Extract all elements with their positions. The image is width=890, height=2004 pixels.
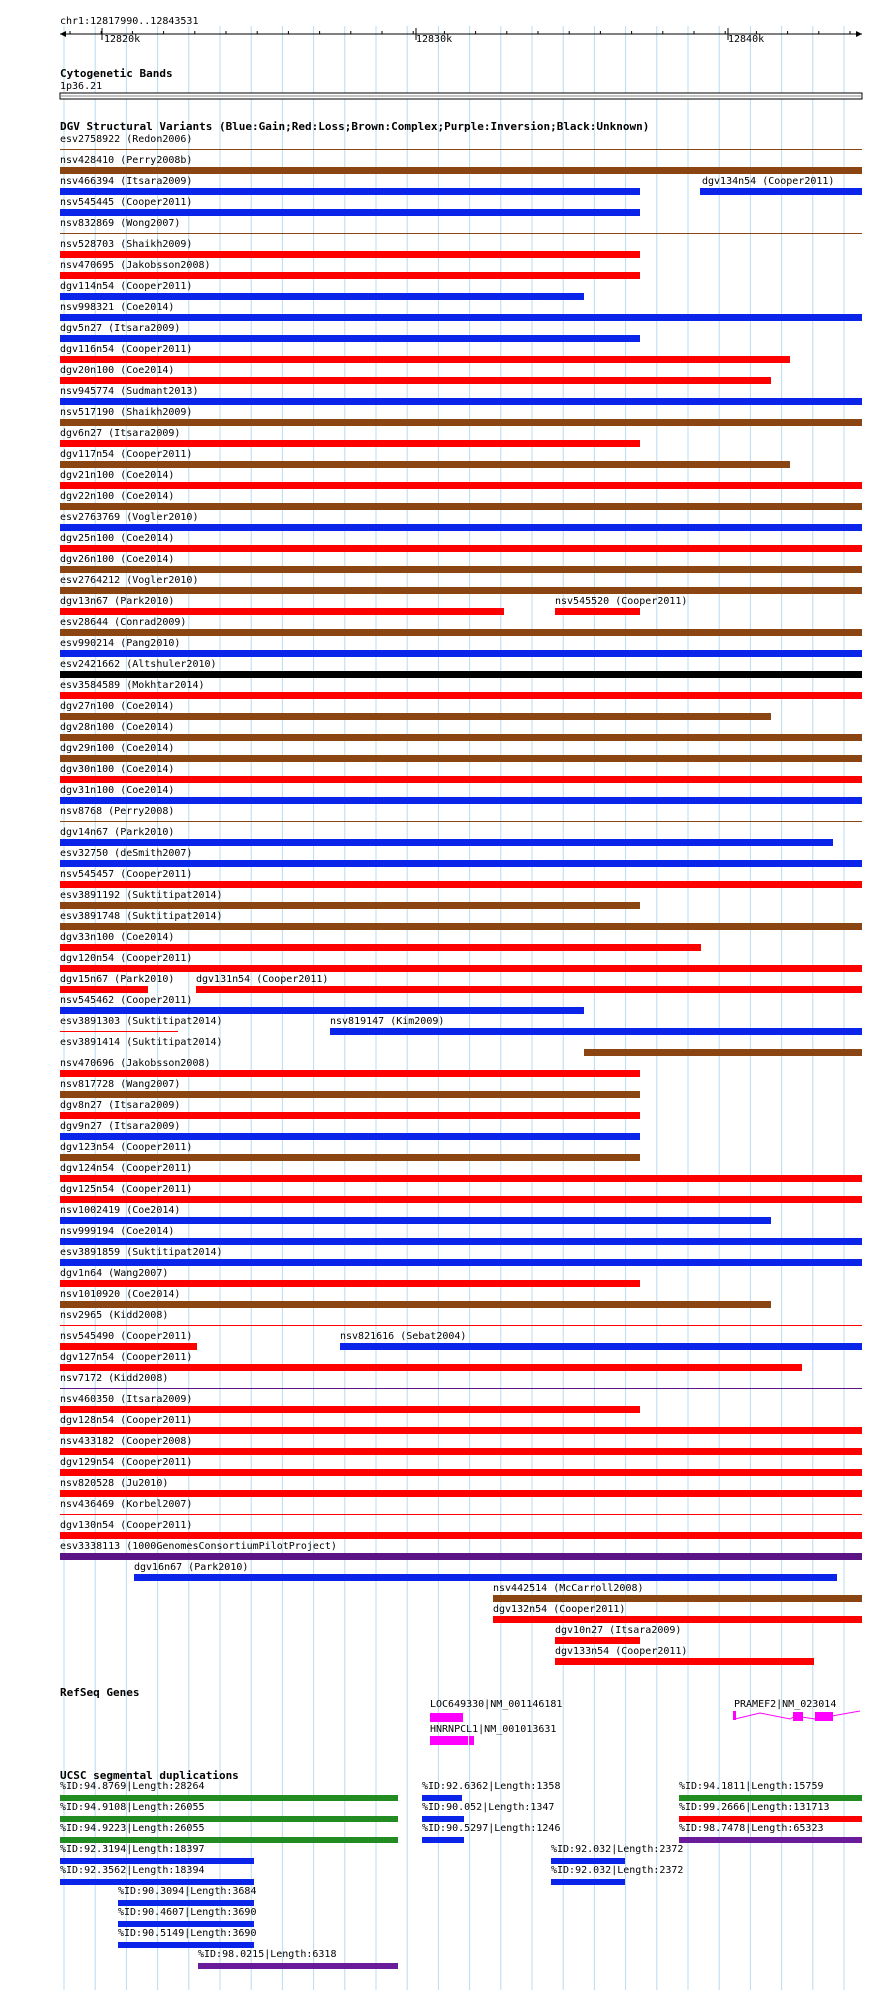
variant-bar[interactable] xyxy=(60,293,584,300)
gene-exon-pramef2[interactable] xyxy=(793,1712,803,1721)
variant-bar[interactable] xyxy=(584,1049,862,1056)
variant-bar[interactable] xyxy=(60,545,862,552)
variant-bar[interactable] xyxy=(60,461,790,468)
gene-exon-pramef2[interactable] xyxy=(733,1711,736,1720)
segdup-bar[interactable] xyxy=(422,1837,464,1843)
variant-bar[interactable] xyxy=(60,1553,862,1560)
segdup-track-title: UCSC segmental duplications xyxy=(60,1769,239,1782)
variant-label[interactable]: dgv20n100 (Coe2014) xyxy=(60,365,175,376)
variant-label[interactable]: dgv22n100 (Coe2014) xyxy=(60,491,175,502)
variant-label[interactable]: esv32750 (deSmith2007) xyxy=(60,848,193,859)
variant-label[interactable]: dgv128n54 (Cooper2011) xyxy=(60,1415,193,1426)
segdup-bar[interactable] xyxy=(679,1816,862,1822)
variant-bar[interactable] xyxy=(60,692,862,699)
variant-label[interactable]: nsv945774 (Sudmant2013) xyxy=(60,386,199,397)
variant-label[interactable]: nsv999194 (Coe2014) xyxy=(60,1226,175,1237)
variant-label[interactable]: nsv817728 (Wang2007) xyxy=(60,1079,181,1090)
variant-label[interactable]: nsv1010920 (Coe2014) xyxy=(60,1289,181,1300)
variant-bar[interactable] xyxy=(60,986,148,993)
variant-bar[interactable] xyxy=(60,587,862,594)
variant-bar[interactable] xyxy=(555,1658,814,1665)
segdup-label[interactable]: %ID:94.9108|Length:26055 xyxy=(60,1802,205,1813)
segdup-bar[interactable] xyxy=(60,1879,254,1885)
variant-label[interactable]: dgv124n54 (Cooper2011) xyxy=(60,1163,193,1174)
segdup-label[interactable]: %ID:99.2666|Length:131713 xyxy=(679,1802,830,1813)
variant-label[interactable]: nsv545490 (Cooper2011) xyxy=(60,1331,193,1342)
variant-label[interactable]: esv2758922 (Redon2006) xyxy=(60,134,193,145)
variant-label[interactable]: dgv120n54 (Cooper2011) xyxy=(60,953,193,964)
variant-label[interactable]: dgv25n100 (Coe2014) xyxy=(60,533,175,544)
segdup-label[interactable]: %ID:92.3562|Length:18394 xyxy=(60,1865,205,1876)
segdup-bar[interactable] xyxy=(551,1879,625,1885)
variant-bar[interactable] xyxy=(60,209,640,216)
variant-bar[interactable] xyxy=(330,1028,862,1035)
segdup-label[interactable]: %ID:98.7478|Length:65323 xyxy=(679,1823,824,1834)
variant-bar[interactable] xyxy=(493,1616,862,1623)
variant-bar[interactable] xyxy=(60,1175,862,1182)
variant-bar[interactable] xyxy=(60,821,862,822)
variant-label[interactable]: esv2764212 (Vogler2010) xyxy=(60,575,199,586)
variant-bar[interactable] xyxy=(60,1406,640,1413)
variant-bar[interactable] xyxy=(60,1301,771,1308)
variant-label[interactable]: dgv16n67 (Park2010) xyxy=(134,1562,249,1573)
dgv-track-title: DGV Structural Variants (Blue:Gain;Red:Loss;Brown:Complex;Purple:Inversion;Black:Unknown) xyxy=(60,120,650,133)
tick-label-12830k: 12830k xyxy=(416,34,453,45)
variant-label[interactable]: dgv13n67 (Park2010) xyxy=(60,596,175,607)
variant-label[interactable]: dgv33n100 (Coe2014) xyxy=(60,932,175,943)
variant-label[interactable]: nsv998321 (Coe2014) xyxy=(60,302,175,313)
variant-label[interactable]: nsv428410 (Perry2008b) xyxy=(60,155,193,166)
segdup-label[interactable]: %ID:94.9223|Length:26055 xyxy=(60,1823,205,1834)
variant-label[interactable]: dgv15n67 (Park2010) xyxy=(60,974,175,985)
variant-label[interactable]: nsv545462 (Cooper2011) xyxy=(60,995,193,1006)
variant-bar[interactable] xyxy=(60,650,862,657)
variant-label[interactable]: dgv132n54 (Cooper2011) xyxy=(493,1604,626,1615)
variant-bar[interactable] xyxy=(60,1364,802,1371)
variant-bar[interactable] xyxy=(60,944,701,951)
variant-bar[interactable] xyxy=(60,1343,197,1350)
variant-bar[interactable] xyxy=(60,1133,640,1140)
variant-label[interactable]: esv2763769 (Vogler2010) xyxy=(60,512,199,523)
variant-label[interactable]: nsv436469 (Korbel2007) xyxy=(60,1499,193,1510)
variant-bar[interactable] xyxy=(60,149,862,150)
refseq-track-title: RefSeq Genes xyxy=(60,1686,140,1699)
variant-label[interactable]: dgv8n27 (Itsara2009) xyxy=(60,1100,181,1111)
variant-bar[interactable] xyxy=(60,902,640,909)
variant-label[interactable]: nsv545445 (Cooper2011) xyxy=(60,197,193,208)
segdup-label[interactable]: %ID:90.5149|Length:3690 xyxy=(118,1928,257,1939)
segdup-bar[interactable] xyxy=(60,1816,398,1822)
variant-label[interactable]: nsv8768 (Perry2008) xyxy=(60,806,175,817)
variant-bar[interactable] xyxy=(60,734,862,741)
tick-label-12820k: 12820k xyxy=(104,34,141,45)
variant-label[interactable]: nsv7172 (Kidd2008) xyxy=(60,1373,169,1384)
gene-label-loc649330[interactable]: LOC649330|NM_001146181 xyxy=(430,1699,563,1710)
variant-label[interactable]: dgv6n27 (Itsara2009) xyxy=(60,428,181,439)
variant-bar[interactable] xyxy=(60,1196,862,1203)
variant-label[interactable]: dgv117n54 (Cooper2011) xyxy=(60,449,193,460)
variant-label[interactable]: dgv29n100 (Coe2014) xyxy=(60,743,175,754)
segdup-bar[interactable] xyxy=(422,1816,464,1822)
variant-label[interactable]: dgv30n100 (Coe2014) xyxy=(60,764,175,775)
variant-label[interactable]: dgv28n100 (Coe2014) xyxy=(60,722,175,733)
variant-bar[interactable] xyxy=(340,1343,862,1350)
variant-bar[interactable] xyxy=(60,1469,862,1476)
variant-label[interactable]: dgv129n54 (Cooper2011) xyxy=(60,1457,193,1468)
variant-label[interactable]: nsv470695 (Jakobsson2008) xyxy=(60,260,211,271)
ruler-right-arrow xyxy=(856,31,862,37)
variant-bar[interactable] xyxy=(60,881,862,888)
segdup-bar[interactable] xyxy=(422,1795,462,1801)
variant-bar[interactable] xyxy=(60,1427,862,1434)
segdup-bar[interactable] xyxy=(60,1858,254,1864)
variant-bar[interactable] xyxy=(60,1448,862,1455)
variant-label[interactable]: dgv125n54 (Cooper2011) xyxy=(60,1184,193,1195)
variant-bar[interactable] xyxy=(60,419,862,426)
variant-label[interactable]: dgv27n100 (Coe2014) xyxy=(60,701,175,712)
variant-bar[interactable] xyxy=(60,1490,862,1497)
segdup-bar[interactable] xyxy=(118,1942,254,1948)
variant-bar[interactable] xyxy=(60,524,862,531)
variant-label[interactable]: esv3891748 (Suktitipat2014) xyxy=(60,911,223,922)
segdup-label[interactable]: %ID:92.6362|Length:1358 xyxy=(422,1781,561,1792)
variant-label[interactable]: esv3891192 (Suktitipat2014) xyxy=(60,890,223,901)
variant-label[interactable]: dgv21n100 (Coe2014) xyxy=(60,470,175,481)
variant-bar[interactable] xyxy=(60,314,862,321)
variant-bar[interactable] xyxy=(555,1637,640,1644)
variant-label[interactable]: nsv517190 (Shaikh2009) xyxy=(60,407,193,418)
variant-label[interactable]: dgv10n27 (Itsara2009) xyxy=(555,1625,682,1636)
segdup-bar[interactable] xyxy=(679,1795,862,1801)
segdup-bar[interactable] xyxy=(198,1963,398,1969)
variant-bar[interactable] xyxy=(60,923,862,930)
variant-bar[interactable] xyxy=(60,860,862,867)
variant-bar[interactable] xyxy=(134,1574,837,1581)
variant-bar[interactable] xyxy=(60,377,771,384)
gene-exon-pramef2[interactable] xyxy=(815,1712,833,1721)
variant-bar[interactable] xyxy=(60,671,862,678)
variant-bar[interactable] xyxy=(60,1217,771,1224)
variant-label[interactable]: dgv26n100 (Coe2014) xyxy=(60,554,175,565)
variant-bar[interactable] xyxy=(60,1031,178,1032)
variant-label[interactable]: dgv1n64 (Wang2007) xyxy=(60,1268,169,1279)
segdup-bar[interactable] xyxy=(118,1900,254,1906)
variant-bar[interactable] xyxy=(60,776,862,783)
variant-bar[interactable] xyxy=(60,233,862,234)
segdup-label[interactable]: %ID:92.032|Length:2372 xyxy=(551,1844,684,1855)
variant-label[interactable]: nsv832869 (Wong2007) xyxy=(60,218,181,229)
segdup-bar[interactable] xyxy=(60,1795,398,1801)
variant-label[interactable]: nsv442514 (McCarroll2008) xyxy=(493,1583,644,1594)
variant-label[interactable]: esv3584589 (Mokhtar2014) xyxy=(60,680,205,691)
variant-label[interactable]: dgv123n54 (Cooper2011) xyxy=(60,1142,193,1153)
variant-label[interactable]: dgv5n27 (Itsara2009) xyxy=(60,323,181,334)
variant-label[interactable]: nsv528703 (Shaikh2009) xyxy=(60,239,193,250)
region-label: chr1:12817990..12843531 xyxy=(60,16,199,27)
variant-bar[interactable] xyxy=(60,629,862,636)
variant-label[interactable]: dgv9n27 (Itsara2009) xyxy=(60,1121,181,1132)
cytoband-track-title: Cytogenetic Bands xyxy=(60,67,173,80)
segdup-label[interactable]: %ID:94.1811|Length:15759 xyxy=(679,1781,824,1792)
variant-label[interactable]: dgv127n54 (Cooper2011) xyxy=(60,1352,193,1363)
variant-bar[interactable] xyxy=(60,1007,584,1014)
variant-label[interactable]: nsv545520 (Cooper2011) xyxy=(555,596,688,607)
segdup-label[interactable]: %ID:92.032|Length:2372 xyxy=(551,1865,684,1876)
variant-bar[interactable] xyxy=(60,965,862,972)
gene-exon-hnrnpcl1[interactable] xyxy=(469,1736,474,1745)
variant-bar[interactable] xyxy=(60,566,862,573)
variant-label[interactable]: esv3891414 (Suktitipat2014) xyxy=(60,1037,223,1048)
segdup-bar[interactable] xyxy=(60,1837,398,1843)
variant-label[interactable]: nsv545457 (Cooper2011) xyxy=(60,869,193,880)
variant-bar[interactable] xyxy=(60,1388,862,1389)
variant-label[interactable]: nsv1002419 (Coe2014) xyxy=(60,1205,181,1216)
variant-label[interactable]: esv2421662 (Altshuler2010) xyxy=(60,659,217,670)
variant-label[interactable]: esv3891859 (Suktitipat2014) xyxy=(60,1247,223,1258)
variant-label[interactable]: dgv31n100 (Coe2014) xyxy=(60,785,175,796)
variant-bar[interactable] xyxy=(60,1514,862,1515)
tick-label-12840k: 12840k xyxy=(728,34,765,45)
variant-label[interactable]: esv3338113 (1000GenomesConsortiumPilotProject) xyxy=(60,1541,337,1552)
variant-bar[interactable] xyxy=(60,272,640,279)
variant-label[interactable]: esv3891303 (Suktitipat2014) xyxy=(60,1016,223,1027)
variant-bar[interactable] xyxy=(60,398,862,405)
variant-bar[interactable] xyxy=(60,1112,640,1119)
variant-label[interactable]: nsv821616 (Sebat2004) xyxy=(340,1331,467,1342)
variant-bar[interactable] xyxy=(60,713,771,720)
variant-bar[interactable] xyxy=(60,1091,640,1098)
variant-bar[interactable] xyxy=(60,1070,640,1077)
variant-label[interactable]: dgv134n54 (Cooper2011) xyxy=(702,176,835,187)
variant-label[interactable]: dgv131n54 (Cooper2011) xyxy=(196,974,329,985)
cytoband-label: 1p36.21 xyxy=(60,81,103,92)
gene-exon-hnrnpcl1[interactable] xyxy=(430,1736,468,1745)
variant-bar[interactable] xyxy=(60,1238,862,1245)
gene-label-pramef2[interactable]: PRAMEF2|NM_023014 xyxy=(734,1699,837,1710)
segdup-label[interactable]: %ID:92.3194|Length:18397 xyxy=(60,1844,205,1855)
variant-bar[interactable] xyxy=(60,251,640,258)
variant-label[interactable]: dgv130n54 (Cooper2011) xyxy=(60,1520,193,1531)
variant-bar[interactable] xyxy=(60,1280,640,1287)
variant-bar[interactable] xyxy=(60,335,640,342)
variant-bar[interactable] xyxy=(60,1325,862,1326)
variant-label[interactable]: dgv114n54 (Cooper2011) xyxy=(60,281,193,292)
segdup-bar[interactable] xyxy=(551,1858,625,1864)
variant-bar[interactable] xyxy=(555,608,640,615)
variant-bar[interactable] xyxy=(60,482,862,489)
variant-label[interactable]: dgv116n54 (Cooper2011) xyxy=(60,344,193,355)
variant-label[interactable]: dgv133n54 (Cooper2011) xyxy=(555,1646,688,1657)
segdup-label[interactable]: %ID:90.4607|Length:3690 xyxy=(118,1907,257,1918)
variant-bar[interactable] xyxy=(60,1154,640,1161)
segdup-label[interactable]: %ID:90.5297|Length:1246 xyxy=(422,1823,561,1834)
variant-label[interactable]: nsv466394 (Itsara2009) xyxy=(60,176,193,187)
variant-bar[interactable] xyxy=(60,1532,862,1539)
variant-label[interactable]: nsv819147 (Kim2009) xyxy=(330,1016,445,1027)
variant-label[interactable]: nsv470696 (Jakobsson2008) xyxy=(60,1058,211,1069)
variant-label[interactable]: esv28644 (Conrad2009) xyxy=(60,617,187,628)
gene-exon-loc649330[interactable] xyxy=(430,1713,463,1722)
variant-bar[interactable] xyxy=(493,1595,862,1602)
variant-bar[interactable] xyxy=(60,839,833,846)
variant-label[interactable]: nsv820528 (Ju2010) xyxy=(60,1478,169,1489)
variant-bar[interactable] xyxy=(60,1259,862,1266)
variant-label[interactable]: nsv2965 (Kidd2008) xyxy=(60,1310,169,1321)
variant-bar[interactable] xyxy=(60,356,790,363)
variant-label[interactable]: nsv433182 (Cooper2008) xyxy=(60,1436,193,1447)
segdup-bar[interactable] xyxy=(118,1921,254,1927)
segdup-bar[interactable] xyxy=(679,1837,862,1843)
variant-label[interactable]: dgv14n67 (Park2010) xyxy=(60,827,175,838)
variant-label[interactable]: esv990214 (Pang2010) xyxy=(60,638,181,649)
variant-bar[interactable] xyxy=(60,608,504,615)
ruler-left-arrow xyxy=(60,31,66,37)
variant-label[interactable]: nsv460350 (Itsara2009) xyxy=(60,1394,193,1405)
variant-bar[interactable] xyxy=(60,167,862,174)
segdup-label[interactable]: %ID:94.8769|Length:28264 xyxy=(60,1781,205,1792)
variant-bar[interactable] xyxy=(196,986,862,993)
variant-bar[interactable] xyxy=(60,440,640,447)
variant-bar[interactable] xyxy=(700,188,862,195)
segdup-label[interactable]: %ID:90.052|Length:1347 xyxy=(422,1802,555,1813)
segdup-label[interactable]: %ID:98.0215|Length:6318 xyxy=(198,1949,337,1960)
variant-bar[interactable] xyxy=(60,755,862,762)
variant-bar[interactable] xyxy=(60,797,862,804)
variant-bar[interactable] xyxy=(60,188,640,195)
segdup-label[interactable]: %ID:90.3094|Length:3684 xyxy=(118,1886,257,1897)
gene-label-hnrnpcl1[interactable]: HNRNPCL1|NM_001013631 xyxy=(430,1724,557,1735)
variant-bar[interactable] xyxy=(60,503,862,510)
